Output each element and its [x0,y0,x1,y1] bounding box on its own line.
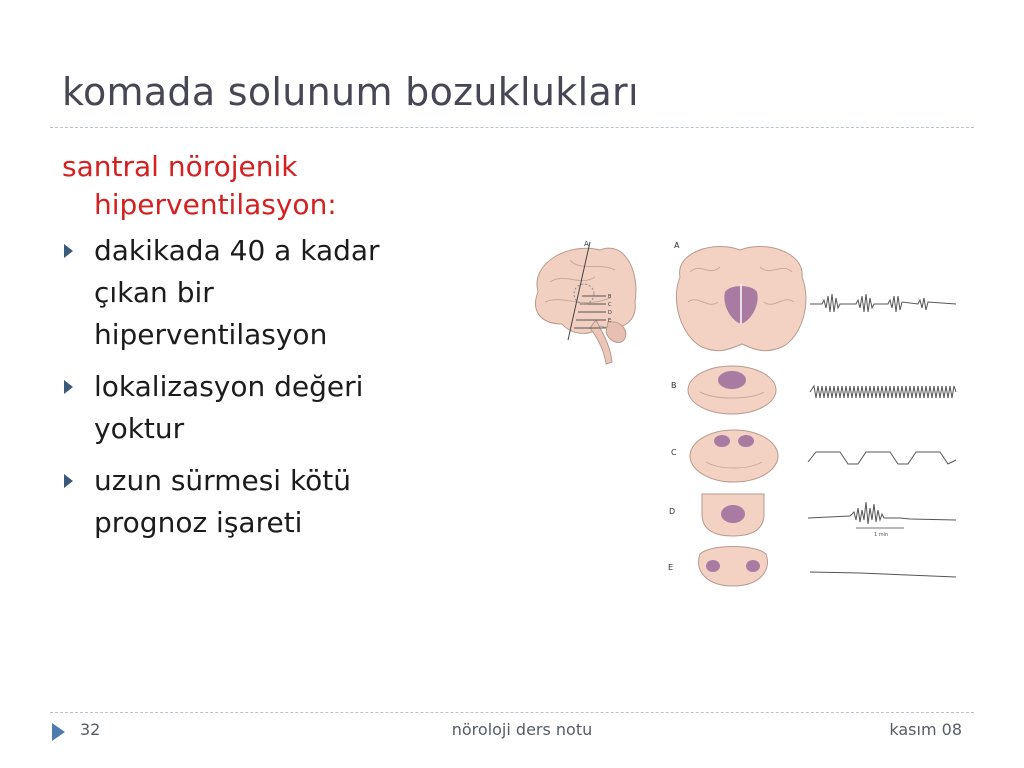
slide-number: 32 [80,720,101,739]
bullet-item [62,230,442,356]
section-label: D [669,507,676,516]
section-label: C [671,448,677,457]
trace-cheyne-stokes [810,294,956,312]
bullet-text: lokalizasyon değeri yoktur [94,370,364,445]
footer-date: kasım 08 [889,720,962,739]
brainstem-section-d [669,494,764,536]
brainstem-section-e [668,547,768,587]
footer-divider [50,712,974,713]
trace-cluster [808,502,956,524]
bullet-text: dakikada 40 a kadar çıkan bir hiperventilasyon [94,234,380,351]
cut-label: A [584,240,589,248]
lateral-brain-illustration [535,240,635,364]
section-label: B [671,381,677,390]
bullet-arrow-icon [64,474,73,488]
bullet-arrow-icon [64,380,73,394]
section-label: E [668,563,674,572]
bullet-item [62,366,442,450]
title-divider [50,127,974,128]
trace-ataxic [810,572,956,577]
cut-label: D [608,310,612,316]
cut-label: B [608,294,612,300]
scale-label: 1 min [874,532,889,538]
brainstem-section-b [671,366,776,414]
bullet-arrow-icon [64,244,73,258]
trace-hyperventilation [810,386,956,398]
brainstem-respiration-figure [520,232,970,602]
footer-center-text: nöroloji ders notu [451,720,593,739]
cut-label: E [608,318,612,324]
coronal-section-a [674,241,806,351]
content-heading: santral nörojenik hiperventilasyon: [62,150,337,221]
slide-title: komada solunum bozuklukları [62,70,639,114]
cut-label: C [608,302,612,308]
brainstem-section-c [671,430,778,482]
bullet-text: uzun sürmesi kötü prognoz işareti [94,464,352,539]
trace-apneustic [808,452,956,464]
section-label: A [674,241,680,250]
slide-content [62,148,442,554]
bullet-item [62,460,442,544]
